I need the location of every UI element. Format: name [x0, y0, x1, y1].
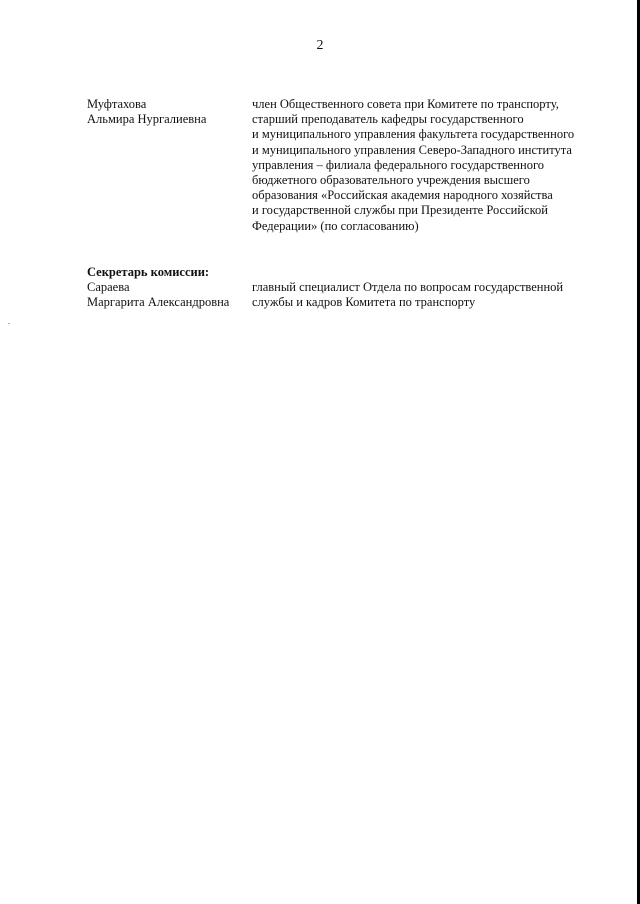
member-description-line: бюджетного образовательного учреждения высшего [252, 173, 530, 188]
member-given-names: Альмира Нургалиевна [87, 112, 207, 127]
secretary-description [252, 280, 597, 310]
member-description-line: образования «Российская академия народного хозяйства [252, 188, 553, 203]
member-description-line: член Общественного совета при Комитете по транспорту, [252, 97, 559, 111]
secretary-heading: Секретарь комиссии: [87, 265, 210, 279]
secretary-surname: Сараева [87, 280, 130, 294]
member-description-line: и муниципального управления факультета государственного [252, 127, 575, 142]
member-name [87, 97, 252, 127]
member-description-line: и муниципального управления Северо-Западного института [252, 142, 572, 157]
page-number: 2 [316, 38, 324, 53]
member-description-line: и государственной службы при Президенте Российской [252, 203, 548, 218]
member-surname: Муфтахова [87, 97, 147, 111]
secretary-description-line: главный специалист Отдела по вопросам государственной [252, 280, 564, 294]
member-description-line: старший преподаватель кафедры государственного [252, 112, 524, 127]
member-description [252, 97, 597, 234]
member-description-line: управления – филиала федерального государственного [252, 157, 545, 172]
scan-speck [8, 323, 10, 324]
secretary-description-line: службы и кадров Комитета по транспорту [252, 295, 476, 310]
secretary-name [87, 280, 252, 310]
secretary-given-names: Маргарита Александровна [87, 295, 230, 310]
member-description-line: Федерации» (по согласованию) [252, 218, 419, 233]
